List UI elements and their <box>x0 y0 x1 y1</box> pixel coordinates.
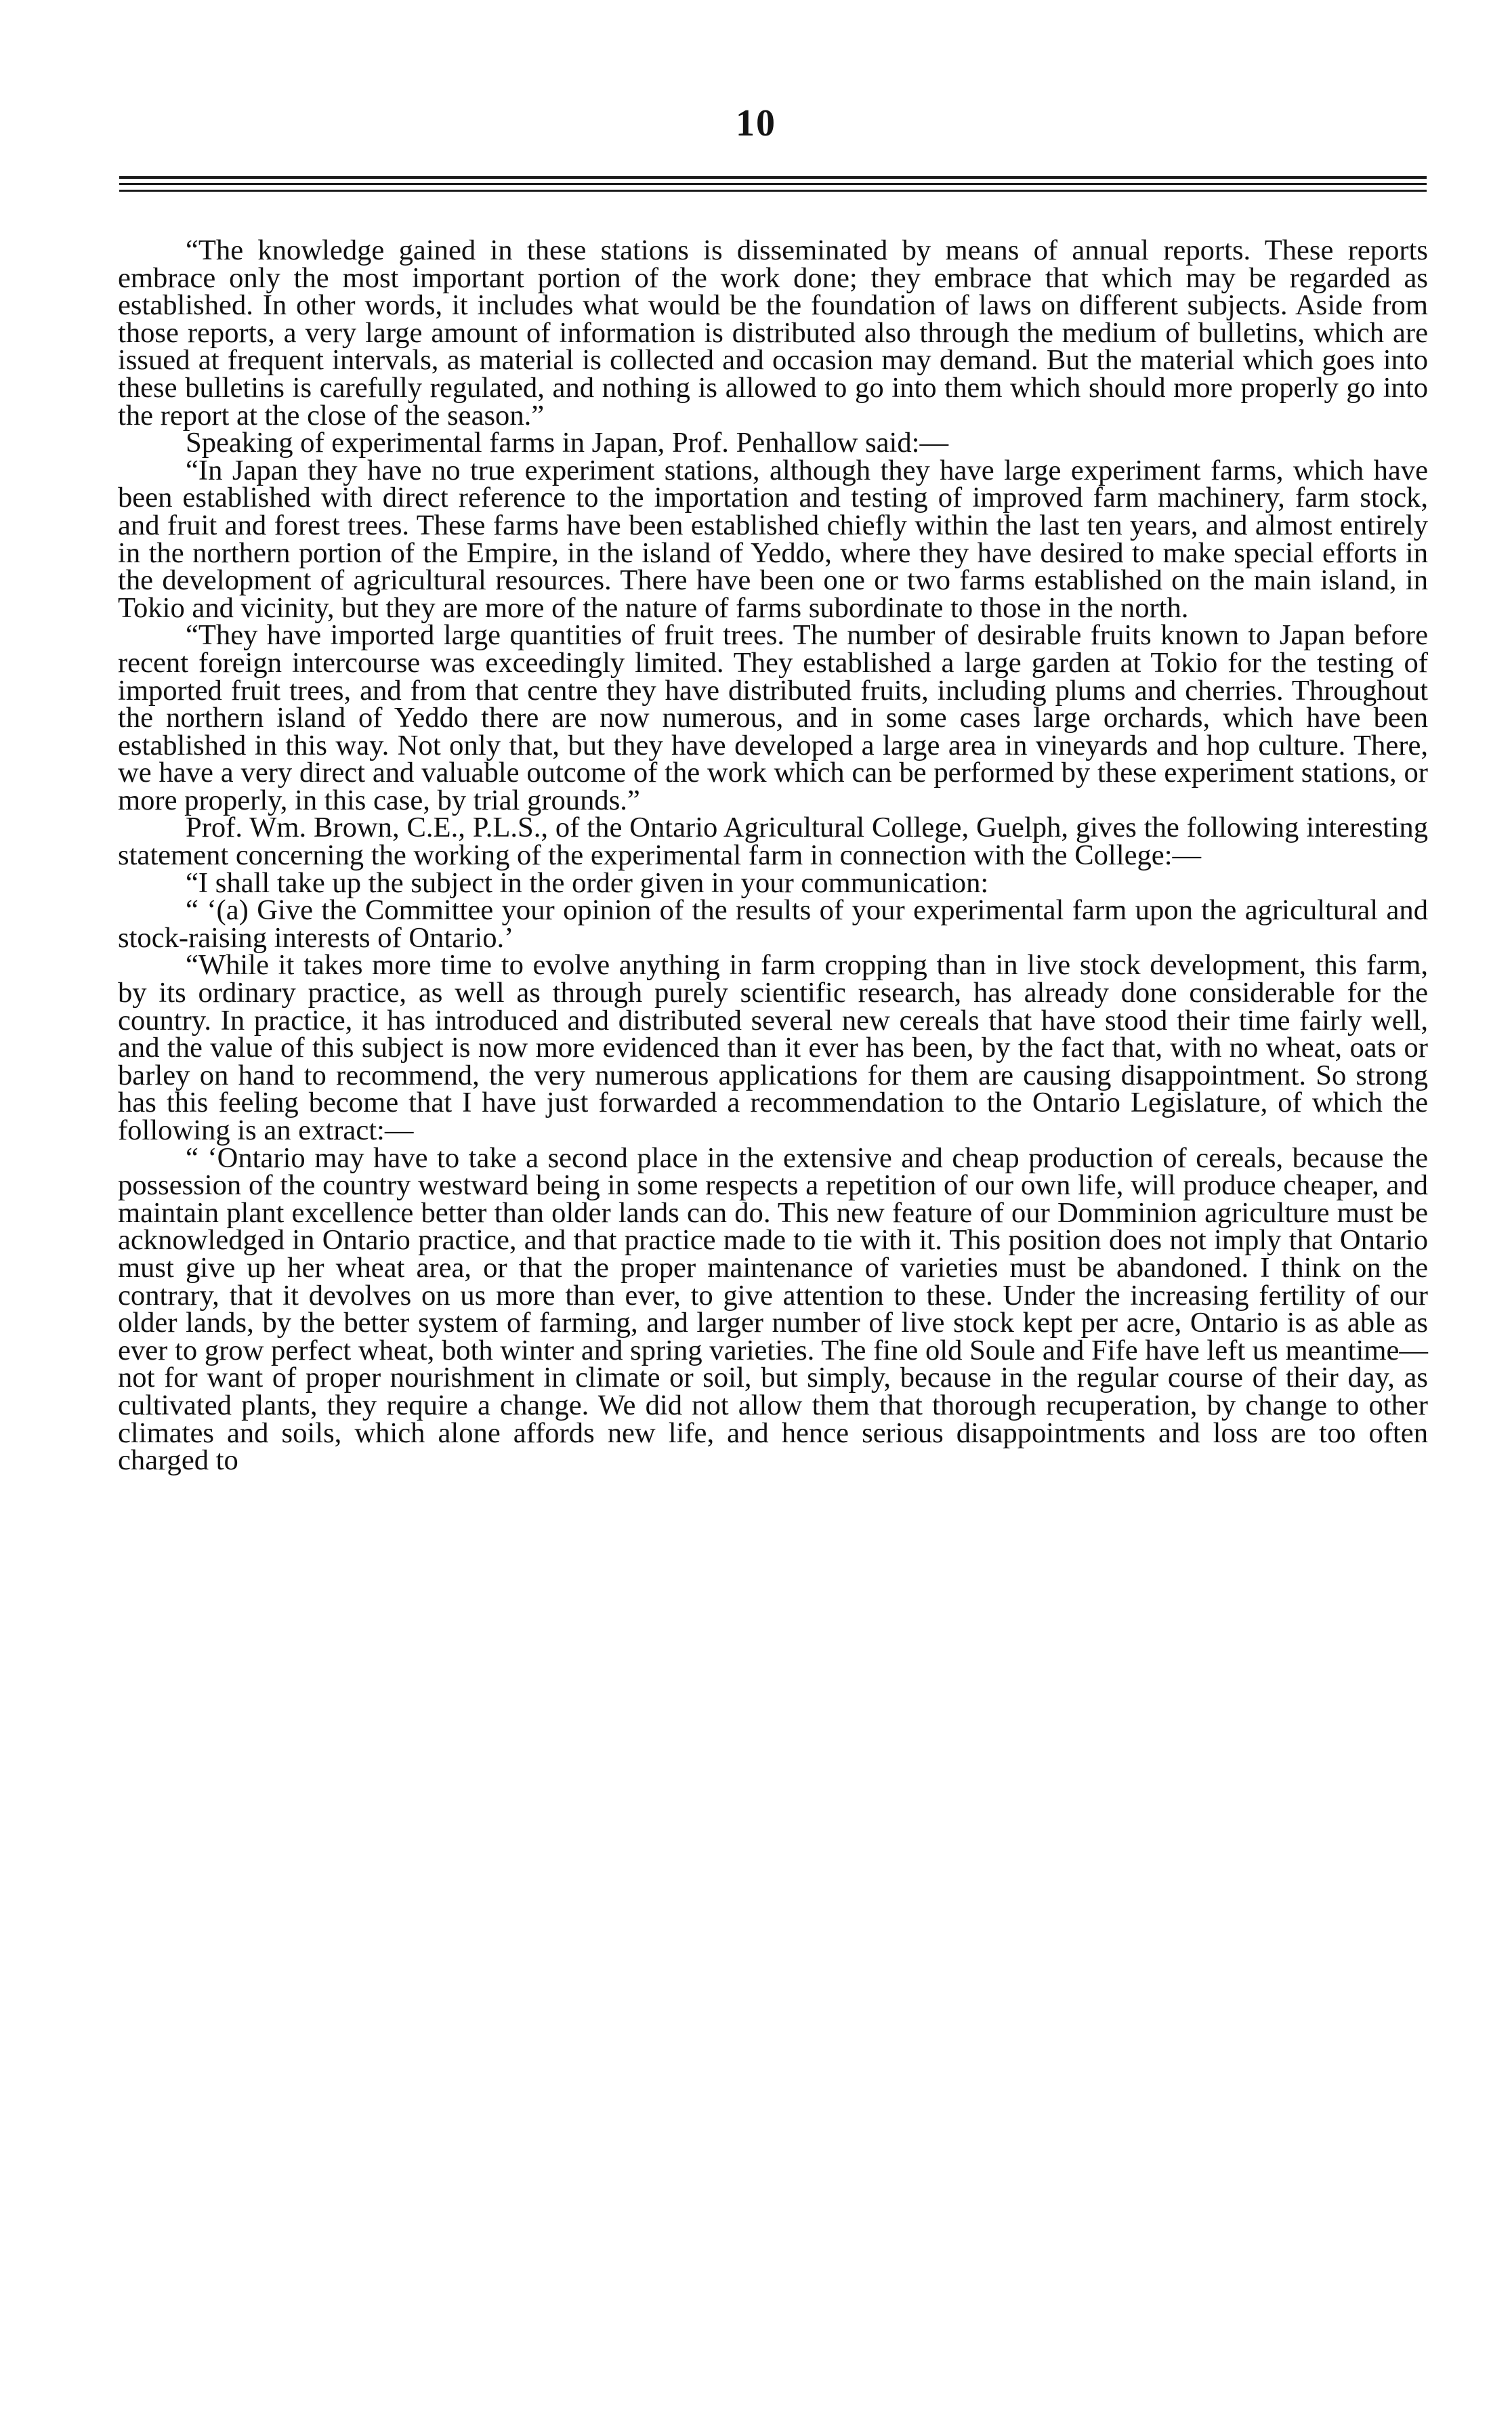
body-text <box>118 234 1428 1477</box>
paragraph-fruit-trees: “They have imported large quantities of fruit trees. The number of desirable fruits known to Japan before recent foreign intercourse was exceedingly limited. They established a large garden at Tokio for the testing of imported fruit trees, and from that centre they have distributed fruits, including plums and cherries. Throughout the northern island of Yeddo there are now numerous, and in some cases large orchards, which have been established in this way. Not only that, but they have developed a large area in vineyards and hop culture. There, we have a very direct and valuable outcome of the work which can be performed by these experiment stations, or more properly, in this case, by trial grounds.” <box>118 619 1428 816</box>
paragraph-brown-intro: Prof. Wm. Brown, C.E., P.L.S., of the Ontario Agricultural College, Guelph, gives the following interesting statement concerning the working of the experimental farm in connection with the College:— <box>118 812 1428 872</box>
page-number: 10 <box>736 102 776 144</box>
header-rule-line-3 <box>119 190 1427 192</box>
paragraph-question-a: “ ‘(a) Give the Committee your opinion of the results of your experimental farm upon the agricultural and stock-raising interests of Ontario.’ <box>118 894 1428 954</box>
paragraph-legislature-extract: “ ‘Ontario may have to take a second place in the extensive and cheap production of cereals, because the possession of the country westward being in some respects a repetition of our own life, will produce cheaper, and maintain plant excellence better than older lands can do. This new feature of our Domminion agriculture must be acknowledged in Ontario practice, and that practice made to tie with it. This position does not imply that Ontario must give up her wheat area, or that the proper maintenance of varieties must be abandoned. I think on the contrary, that it devolves on us more than ever, to give attention to these. Under the increasing fertility of our older lands, by the better system of farming, and larger number of live stock kept per acre, Ontario is as able as ever to grow perfect wheat, both winter and spring varieties. The fine old Soule and Fife have left us meantime—not for want of proper nourishment in climate or soil, but simply, because in the regular course of their day, as cultivated plants, they require a change. We did not allow them that thorough recuperation, by change to other climates and soils, which alone affords new life, and hence serious disappointments and loss are too often charged to <box>118 1141 1428 1477</box>
paragraph-subject-order: “I shall take up the subject in the order given in your communication: <box>186 866 989 899</box>
header-rule-line-2 <box>119 183 1427 185</box>
header-rule-line-1 <box>119 176 1427 179</box>
paragraph-farm-results: “While it takes more time to evolve anything in farm cropping than in live stock development, this farm, by its ordinary practice, as well as through purely scientific research, has already done considerable for the country. In practice, it has introduced and distributed several new cereals that have stood their time fairly well, and the value of this subject is now more evidenced than it ever has been, by the fact that, with no wheat, oats or barley on hand to recommend, the very numerous applications for them are causing disappointment. So strong has this feeling become that I have just forwarded a recommendation to the Ontario Legislature, of which the following is an extract:— <box>118 949 1428 1146</box>
paragraph-penhallow-intro: Speaking of experimental farms in Japan, Prof. Penhallow said:— <box>186 427 949 459</box>
header-rule <box>119 176 1427 203</box>
paragraph-bulletins-quote: “The knowledge gained in these stations is disseminated by means of annual reports. These reports embrace only the most important portion of the work done; they embrace that which may be regarded as established. In other words, it includes what would be the foundation of laws on different subjects. Aside from those reports, a very large amount of information is distributed also through the medium of bulletins, which are issued at frequent intervals, as material is collected and occasion may demand. But the material which goes into these bulletins is carefully regulated, and nothing is allowed to go into them which should more properly go into the report at the close of the season.” <box>118 234 1428 432</box>
paragraph-japan-farms: “In Japan they have no true experiment stations, although they have large experiment farms, which have been established with direct reference to the importation and testing of improved farm machinery, farm stock, and fruit and forest trees. These farms have been established chiefly within the last ten years, and almost entirely in the northern portion of the Empire, in the island of Yeddo, where they have desired to make special efforts in the development of agricultural resources. There have been one or two farms established on the main island, in Tokio and vicinity, but they are more of the nature of farms subordinate to those in the north. <box>118 454 1428 624</box>
